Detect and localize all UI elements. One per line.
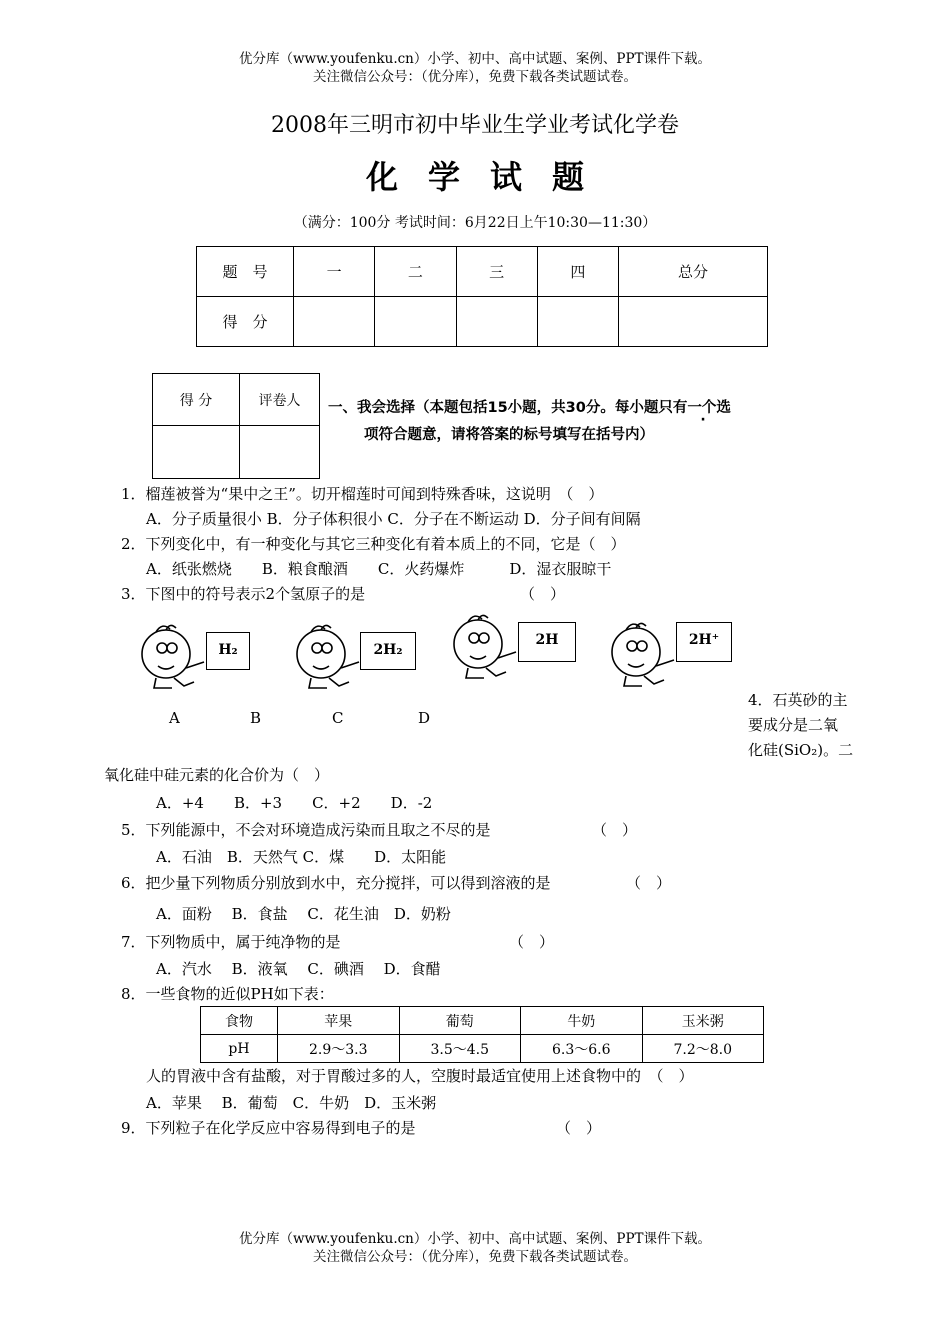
score-header-cell: 四: [537, 247, 618, 297]
score-table: [196, 246, 768, 347]
ph-row-cell: 2.9～3.3: [278, 1035, 400, 1063]
site-footer-line2: 关注微信公众号：（优分库），免费下载各类试题试卷。: [313, 1249, 637, 1265]
question-5: 5．下列能源中，不会对环境造成污染而且取之不尽的是: [121, 821, 491, 839]
ph-table: [200, 1006, 764, 1063]
question-4-options: A．+4 B．+3 C．+2 D．-2: [156, 794, 433, 812]
cartoon-character-c: [454, 615, 516, 678]
symbol-box-d: 2H⁺: [676, 622, 732, 662]
emphasis-mark: 一个: [687, 400, 717, 416]
ph-header-cell: 牛奶: [521, 1007, 643, 1035]
score-header-cell: 一: [294, 247, 375, 297]
question-2-options: A．纸张燃烧 B．粮食酿酒 C．火药爆炸 D．湿衣服晾干: [146, 560, 612, 578]
question-9: 9．下列粒子在化学反应中容易得到电子的是: [121, 1119, 416, 1137]
ph-row-cell: 6.3～6.6: [521, 1035, 643, 1063]
question-1-options: A．分子质量很小 B．分子体积很小 C．分子在不断运动 D．分子间有间隔: [146, 510, 641, 528]
question-4-side-3: 化硅(SiO₂)。二: [748, 741, 854, 759]
question-8-options: A．苹果 B．葡萄 C．牛奶 D．玉米粥: [146, 1094, 437, 1112]
question-4-side-2: 要成分是二氧: [748, 716, 839, 734]
question-2: 2．下列变化中，有一种变化与其它三种变化有着本质上的不同，它是（ ）: [121, 535, 626, 553]
question-1: 1．榴莲被誉为“果中之王”。切开榴莲时可闻到特殊香味，这说明 （ ）: [121, 485, 604, 503]
grader-name-cell[interactable]: [240, 426, 320, 479]
figure-label-c: C: [332, 709, 344, 727]
score-cell[interactable]: [619, 297, 768, 347]
ph-row-cell: 7.2～8.0: [642, 1035, 764, 1063]
exam-title: 2008年三明市初中毕业生学业考试化学卷: [271, 113, 679, 138]
cartoon-character-b: [297, 625, 359, 688]
question-5-options: A．石油 B．天然气 C．煤 D．太阳能: [156, 848, 447, 866]
site-header-line2: 关注微信公众号：（优分库），免费下载各类试题试卷。: [313, 69, 637, 85]
ph-row-cell: pH: [201, 1035, 278, 1063]
section1-heading-line2: 项符合题意，请将答案的标号填写在括号内）: [364, 427, 654, 443]
question-9-paren: （ ）: [556, 1119, 602, 1137]
section1-heading: 一、我会选择（本题包括15小题，共30分。每小题只有一个选: [328, 400, 731, 416]
question-6-options: A．面粉 B．食盐 C．花生油 D．奶粉: [156, 905, 451, 923]
site-header-line1: 优分库（www.youfenku.cn）小学、初中、高中试题、案例、PPT课件下载。: [238, 51, 712, 67]
question-8-text: 人的胃液中含有盐酸，对于胃酸过多的人，空腹时最适宜使用上述食物中的 （ ）: [146, 1067, 694, 1085]
figure-label-b: B: [250, 709, 262, 727]
question-4-continued: 氧化硅中硅元素的化合价为（ ）: [104, 766, 330, 784]
question-7: 7．下列物质中，属于纯净物的是: [121, 933, 341, 951]
cartoon-character-a: [142, 625, 204, 688]
site-footer-line1: 优分库（www.youfenku.cn）小学、初中、高中试题、案例、PPT课件下载。: [238, 1231, 712, 1247]
grader-name-label: 评卷人: [240, 374, 320, 426]
question-4-side-1: 4．石英砂的主: [748, 691, 848, 709]
score-cell[interactable]: [456, 297, 537, 347]
symbol-box-c: 2H: [518, 622, 576, 662]
score-header-cell: 总分: [619, 247, 768, 297]
ph-header-cell: 玉米粥: [642, 1007, 764, 1035]
question-5-paren: （ ）: [592, 821, 638, 839]
exam-info: （满分：100分 考试时间：6月22日上午10:30—11:30）: [293, 215, 657, 231]
symbol-box-b: 2H₂: [360, 632, 416, 670]
cartoon-character-d: [612, 623, 674, 686]
score-cell[interactable]: [537, 297, 618, 347]
grader-score-cell[interactable]: [153, 426, 240, 479]
figure-label-d: D: [418, 709, 431, 727]
score-header-cell: 三: [456, 247, 537, 297]
score-header-cell: 二: [375, 247, 456, 297]
question-6: 6．把少量下列物质分别放到水中，充分搅拌，可以得到溶液的是: [121, 874, 551, 892]
score-cell[interactable]: [375, 297, 456, 347]
ph-header-cell: 苹果: [278, 1007, 400, 1035]
subject-title: 化学试题: [365, 158, 614, 196]
score-header-cell: 题 号: [197, 247, 294, 297]
ph-row-cell: 3.5～4.5: [399, 1035, 521, 1063]
grader-score-label: 得 分: [153, 374, 240, 426]
figure-label-a: A: [169, 709, 180, 727]
score-cell[interactable]: [294, 297, 375, 347]
grader-table: [152, 373, 320, 479]
question-8: 8．一些食物的近似PH如下表：: [121, 985, 334, 1003]
ph-header-cell: 葡萄: [399, 1007, 521, 1035]
score-row-label: 得 分: [197, 297, 294, 347]
question-7-options: A．汽水 B．液氧 C．碘酒 D．食醋: [156, 960, 441, 978]
question-7-paren: （ ）: [509, 933, 555, 951]
symbol-box-a: H₂: [206, 632, 250, 670]
ph-header-cell: 食物: [201, 1007, 278, 1035]
question-3-paren: （ ）: [520, 585, 566, 603]
question-6-paren: （ ）: [626, 874, 672, 892]
question-3: 3．下图中的符号表示2个氢原子的是: [121, 585, 366, 603]
